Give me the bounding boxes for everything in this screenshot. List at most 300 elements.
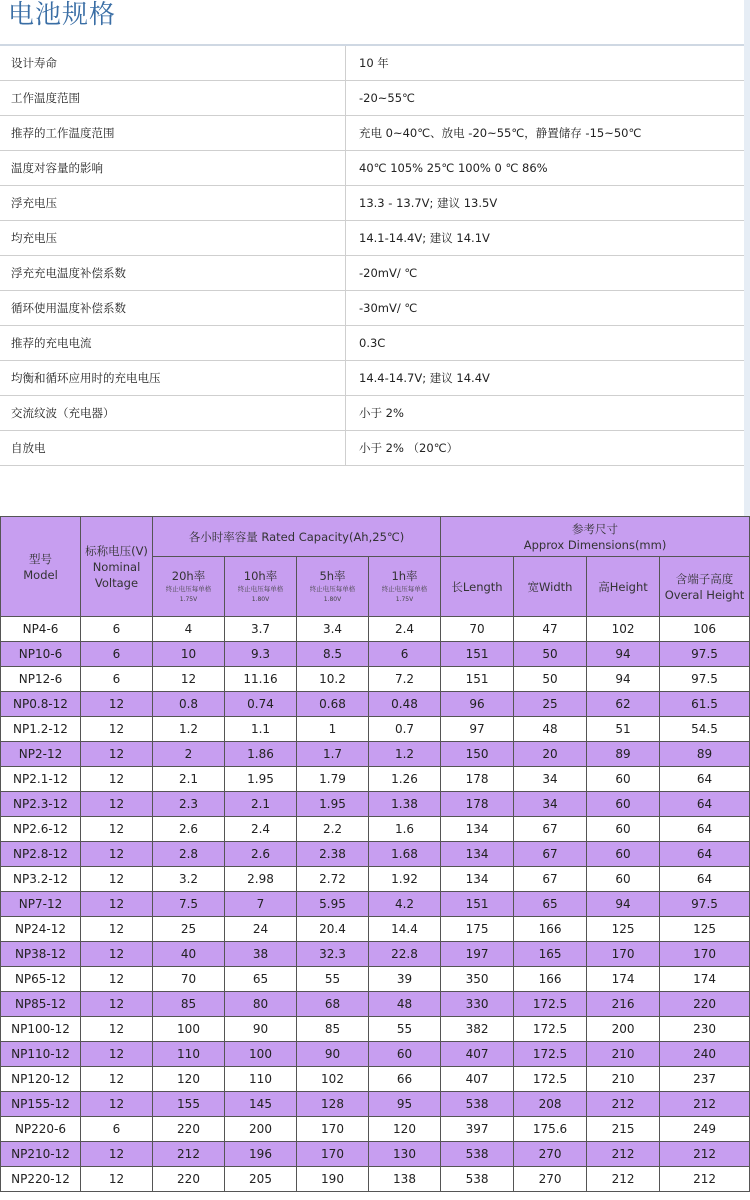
models-table	[0, 516, 750, 1192]
overall-height-cell: 230	[660, 1017, 750, 1042]
voltage-cell: 12	[81, 992, 153, 1017]
model-cell: NP38-12	[1, 942, 81, 967]
cap-1h-cell: 39	[369, 967, 441, 992]
overall-height-cell: 97.5	[660, 892, 750, 917]
overall-height-cell: 125	[660, 917, 750, 942]
cap-10h-cell: 7	[225, 892, 297, 917]
table-row	[1, 967, 750, 992]
cap-5h-cell: 1.95	[297, 792, 369, 817]
model-cell: NP2.8-12	[1, 842, 81, 867]
table-row	[1, 767, 750, 792]
cap-5h-cell: 20.4	[297, 917, 369, 942]
height-cell: 210	[587, 1042, 660, 1067]
table-row	[1, 642, 750, 667]
cap-20h-cell: 40	[153, 942, 225, 967]
cap-20h-cell: 2	[153, 742, 225, 767]
overall-height-cell: 237	[660, 1067, 750, 1092]
specs-table	[0, 46, 744, 466]
width-cell: 48	[514, 717, 587, 742]
voltage-cell: 12	[81, 1092, 153, 1117]
height-cell: 174	[587, 967, 660, 992]
cap-20h-cell: 220	[153, 1117, 225, 1142]
spec-row	[0, 431, 744, 466]
spec-row	[0, 361, 744, 396]
cap-10h-cell: 200	[225, 1117, 297, 1142]
overall-header-en: Overal Height	[664, 587, 745, 602]
height-cell: 94	[587, 667, 660, 692]
cap-20h-cell: 110	[153, 1042, 225, 1067]
width-cell: 50	[514, 667, 587, 692]
cap-5h-cell: 10.2	[297, 667, 369, 692]
spec-value: 13.3 - 13.7V; 建议 13.5V	[346, 186, 745, 221]
model-cell: NP155-12	[1, 1092, 81, 1117]
spec-row	[0, 116, 744, 151]
cap-1h-cell: 6	[369, 642, 441, 667]
spec-label: 交流纹波（充电器）	[0, 396, 346, 431]
table-row	[1, 617, 750, 642]
spec-row	[0, 256, 744, 291]
cap-10h-cell: 196	[225, 1142, 297, 1167]
cap-10h-cell: 1.1	[225, 717, 297, 742]
cap-1h-cell: 66	[369, 1067, 441, 1092]
cap-20h-cell: 12	[153, 667, 225, 692]
cap-5h-cell: 1.79	[297, 767, 369, 792]
model-header-cn: 型号	[29, 551, 52, 566]
length-cell: 97	[441, 717, 514, 742]
spec-label: 工作温度范围	[0, 81, 346, 116]
overall-height-cell: 89	[660, 742, 750, 767]
cap-20h-cell: 2.3	[153, 792, 225, 817]
overall-height-cell: 97.5	[660, 642, 750, 667]
table-row	[1, 792, 750, 817]
width-cell: 25	[514, 692, 587, 717]
rate-20h-note: 终止电压每单格	[165, 585, 212, 593]
model-cell: NP3.2-12	[1, 867, 81, 892]
length-cell: 134	[441, 867, 514, 892]
spec-row	[0, 151, 744, 186]
spec-value: 0.3C	[346, 326, 745, 361]
table-row	[1, 1042, 750, 1067]
cap-10h-cell: 1.86	[225, 742, 297, 767]
spec-row	[0, 291, 744, 326]
models-table-body	[1, 617, 750, 1192]
table-row	[1, 1142, 750, 1167]
spec-value: 小于 2%	[346, 396, 745, 431]
cap-20h-cell: 4	[153, 617, 225, 642]
dims-header-en: Approx Dimensions(mm)	[523, 537, 667, 552]
width-cell: 172.5	[514, 1017, 587, 1042]
height-cell: 216	[587, 992, 660, 1017]
spec-label: 浮充充电温度补偿系数	[0, 256, 346, 291]
length-header: 长Length	[441, 557, 514, 617]
model-cell: NP2.6-12	[1, 817, 81, 842]
cap-1h-cell: 7.2	[369, 667, 441, 692]
overall-height-cell: 64	[660, 767, 750, 792]
cap-20h-cell: 100	[153, 1017, 225, 1042]
height-cell: 62	[587, 692, 660, 717]
height-cell: 125	[587, 917, 660, 942]
model-cell: NP210-12	[1, 1142, 81, 1167]
length-cell: 175	[441, 917, 514, 942]
height-header: 高Height	[587, 557, 660, 617]
width-cell: 67	[514, 817, 587, 842]
table-row	[1, 1067, 750, 1092]
cap-5h-cell: 5.95	[297, 892, 369, 917]
spec-value: -20~55℃	[346, 81, 745, 116]
cap-1h-cell: 1.68	[369, 842, 441, 867]
voltage-cell: 12	[81, 817, 153, 842]
table-row	[1, 892, 750, 917]
length-cell: 150	[441, 742, 514, 767]
length-cell: 407	[441, 1042, 514, 1067]
height-cell: 51	[587, 717, 660, 742]
length-cell: 197	[441, 942, 514, 967]
cap-1h-cell: 95	[369, 1092, 441, 1117]
voltage-header-en2: Voltage	[94, 575, 139, 590]
voltage-header-en1: Nominal	[92, 559, 141, 574]
cap-1h-cell: 120	[369, 1117, 441, 1142]
spec-value: 10 年	[346, 46, 745, 81]
model-cell: NP12-6	[1, 667, 81, 692]
cap-1h-cell: 4.2	[369, 892, 441, 917]
cap-1h-cell: 1.26	[369, 767, 441, 792]
cap-20h-cell: 70	[153, 967, 225, 992]
width-cell: 208	[514, 1092, 587, 1117]
col-model-header	[1, 517, 81, 617]
cap-1h-cell: 60	[369, 1042, 441, 1067]
cap-5h-cell: 190	[297, 1167, 369, 1192]
spec-value: 小于 2% （20℃）	[346, 431, 745, 466]
voltage-cell: 12	[81, 1142, 153, 1167]
height-cell: 94	[587, 642, 660, 667]
voltage-cell: 12	[81, 842, 153, 867]
right-edge-strip	[744, 0, 750, 516]
rate-1h-name: 1h率	[391, 569, 418, 583]
cap-5h-cell: 1	[297, 717, 369, 742]
length-cell: 96	[441, 692, 514, 717]
height-cell: 170	[587, 942, 660, 967]
model-cell: NP110-12	[1, 1042, 81, 1067]
height-cell: 200	[587, 1017, 660, 1042]
overall-height-cell: 212	[660, 1092, 750, 1117]
spec-value: 14.4-14.7V; 建议 14.4V	[346, 361, 745, 396]
height-cell: 60	[587, 867, 660, 892]
spec-value: 40℃ 105% 25℃ 100% 0 ℃ 86%	[346, 151, 745, 186]
voltage-cell: 12	[81, 892, 153, 917]
cap-5h-cell: 2.38	[297, 842, 369, 867]
spec-value: 14.1-14.4V; 建议 14.1V	[346, 221, 745, 256]
overall-height-cell: 64	[660, 792, 750, 817]
height-cell: 60	[587, 767, 660, 792]
cap-10h-cell: 3.7	[225, 617, 297, 642]
cap-10h-cell: 38	[225, 942, 297, 967]
length-cell: 151	[441, 667, 514, 692]
length-cell: 397	[441, 1117, 514, 1142]
model-cell: NP24-12	[1, 917, 81, 942]
overall-header-cn: 含端子高度	[675, 571, 734, 586]
overall-height-cell: 64	[660, 817, 750, 842]
length-cell: 350	[441, 967, 514, 992]
table-row	[1, 1017, 750, 1042]
model-cell: NP7-12	[1, 892, 81, 917]
dims-header-cn: 参考尺寸	[572, 521, 619, 536]
length-cell: 382	[441, 1017, 514, 1042]
voltage-cell: 12	[81, 1167, 153, 1192]
cap-10h-cell: 2.6	[225, 842, 297, 867]
cap-10h-cell: 1.95	[225, 767, 297, 792]
cap-20h-cell: 3.2	[153, 867, 225, 892]
cap-20h-cell: 25	[153, 917, 225, 942]
width-cell: 270	[514, 1142, 587, 1167]
table-row	[1, 867, 750, 892]
length-cell: 538	[441, 1167, 514, 1192]
cap-5h-cell: 102	[297, 1067, 369, 1092]
rate-5h-name: 5h率	[319, 569, 346, 583]
spec-label: 自放电	[0, 431, 346, 466]
model-cell: NP100-12	[1, 1017, 81, 1042]
cap-1h-cell: 1.38	[369, 792, 441, 817]
length-cell: 151	[441, 642, 514, 667]
spec-row	[0, 326, 744, 361]
table-row	[1, 842, 750, 867]
voltage-cell: 12	[81, 942, 153, 967]
voltage-cell: 12	[81, 742, 153, 767]
cap-10h-cell: 100	[225, 1042, 297, 1067]
spec-value: -30mV/ ℃	[346, 291, 745, 326]
table-row	[1, 917, 750, 942]
cap-20h-cell: 85	[153, 992, 225, 1017]
table-row	[1, 1167, 750, 1192]
length-cell: 134	[441, 842, 514, 867]
width-cell: 67	[514, 867, 587, 892]
cap-1h-cell: 1.2	[369, 742, 441, 767]
length-cell: 134	[441, 817, 514, 842]
cap-20h-cell: 10	[153, 642, 225, 667]
rate-5h-voltage: 1.80V	[323, 596, 342, 603]
model-header-en: Model	[23, 567, 58, 582]
height-cell: 89	[587, 742, 660, 767]
width-cell: 165	[514, 942, 587, 967]
overall-height-cell: 64	[660, 842, 750, 867]
rate-10h-name: 10h率	[243, 569, 278, 583]
spec-row	[0, 46, 744, 81]
height-cell: 212	[587, 1167, 660, 1192]
cap-20h-cell: 212	[153, 1142, 225, 1167]
rate-10h-note: 终止电压每单格	[237, 585, 284, 593]
voltage-cell: 6	[81, 642, 153, 667]
overall-height-cell: 54.5	[660, 717, 750, 742]
height-cell: 102	[587, 617, 660, 642]
cap-5h-cell: 170	[297, 1117, 369, 1142]
width-cell: 34	[514, 792, 587, 817]
cap-10h-cell: 90	[225, 1017, 297, 1042]
voltage-cell: 12	[81, 767, 153, 792]
spec-label: 均充电压	[0, 221, 346, 256]
overall-height-cell: 64	[660, 867, 750, 892]
cap-1h-cell: 130	[369, 1142, 441, 1167]
rate-20h-voltage: 1.75V	[179, 596, 198, 603]
overall-height-cell: 220	[660, 992, 750, 1017]
specs-body	[0, 46, 744, 466]
voltage-cell: 6	[81, 617, 153, 642]
cap-20h-cell: 120	[153, 1067, 225, 1092]
voltage-cell: 6	[81, 1117, 153, 1142]
width-header: 宽Width	[514, 557, 587, 617]
overall-height-cell: 61.5	[660, 692, 750, 717]
cap-1h-cell: 0.7	[369, 717, 441, 742]
table-row	[1, 717, 750, 742]
spec-row	[0, 186, 744, 221]
table-row	[1, 817, 750, 842]
height-cell: 60	[587, 792, 660, 817]
width-cell: 175.6	[514, 1117, 587, 1142]
length-cell: 538	[441, 1092, 514, 1117]
spec-label: 推荐的工作温度范围	[0, 116, 346, 151]
width-cell: 50	[514, 642, 587, 667]
cap-10h-cell: 2.1	[225, 792, 297, 817]
overall-height-header	[660, 557, 750, 617]
cap-20h-cell: 1.2	[153, 717, 225, 742]
models-table-head	[1, 517, 750, 617]
rate-20h-header	[153, 557, 225, 617]
cap-10h-cell: 11.16	[225, 667, 297, 692]
width-cell: 47	[514, 617, 587, 642]
rate-10h-voltage: 1.80V	[251, 596, 270, 603]
cap-10h-cell: 0.74	[225, 692, 297, 717]
voltage-cell: 12	[81, 1042, 153, 1067]
overall-height-cell: 170	[660, 942, 750, 967]
cap-1h-cell: 0.48	[369, 692, 441, 717]
cap-1h-cell: 55	[369, 1017, 441, 1042]
cap-5h-cell: 8.5	[297, 642, 369, 667]
cap-20h-cell: 2.1	[153, 767, 225, 792]
cap-1h-cell: 1.92	[369, 867, 441, 892]
cap-1h-cell: 2.4	[369, 617, 441, 642]
overall-height-cell: 240	[660, 1042, 750, 1067]
length-cell: 151	[441, 892, 514, 917]
rate-5h-note: 终止电压每单格	[309, 585, 356, 593]
dims-group-header	[441, 517, 750, 557]
cap-5h-cell: 2.2	[297, 817, 369, 842]
table-row	[1, 742, 750, 767]
model-cell: NP2.1-12	[1, 767, 81, 792]
model-cell: NP65-12	[1, 967, 81, 992]
cap-20h-cell: 2.6	[153, 817, 225, 842]
height-cell: 94	[587, 892, 660, 917]
voltage-cell: 12	[81, 917, 153, 942]
cap-1h-cell: 22.8	[369, 942, 441, 967]
cap-20h-cell: 7.5	[153, 892, 225, 917]
cap-20h-cell: 0.8	[153, 692, 225, 717]
spec-label: 温度对容量的影响	[0, 151, 346, 186]
cap-5h-cell: 170	[297, 1142, 369, 1167]
height-cell: 210	[587, 1067, 660, 1092]
overall-height-cell: 212	[660, 1167, 750, 1192]
col-voltage-header	[81, 517, 153, 617]
voltage-cell: 12	[81, 867, 153, 892]
model-cell: NP10-6	[1, 642, 81, 667]
length-cell: 407	[441, 1067, 514, 1092]
width-cell: 65	[514, 892, 587, 917]
table-row	[1, 1092, 750, 1117]
cap-10h-cell: 9.3	[225, 642, 297, 667]
spec-label: 浮充电压	[0, 186, 346, 221]
voltage-cell: 12	[81, 792, 153, 817]
length-cell: 178	[441, 767, 514, 792]
rate-5h-header	[297, 557, 369, 617]
cap-1h-cell: 1.6	[369, 817, 441, 842]
model-cell: NP1.2-12	[1, 717, 81, 742]
cap-5h-cell: 2.72	[297, 867, 369, 892]
height-cell: 212	[587, 1142, 660, 1167]
spec-label: 推荐的充电电流	[0, 326, 346, 361]
voltage-cell: 12	[81, 1067, 153, 1092]
model-cell: NP2.3-12	[1, 792, 81, 817]
overall-height-cell: 97.5	[660, 667, 750, 692]
spec-label: 均衡和循环应用时的充电电压	[0, 361, 346, 396]
rate-10h-header	[225, 557, 297, 617]
cap-5h-cell: 1.7	[297, 742, 369, 767]
voltage-cell: 12	[81, 692, 153, 717]
table-row	[1, 1117, 750, 1142]
width-cell: 172.5	[514, 1042, 587, 1067]
capacity-group-header: 各小时率容量 Rated Capacity(Ah,25℃)	[153, 517, 441, 557]
model-cell: NP85-12	[1, 992, 81, 1017]
voltage-cell: 12	[81, 967, 153, 992]
rate-20h-name: 20h率	[171, 569, 206, 583]
cap-5h-cell: 68	[297, 992, 369, 1017]
cap-5h-cell: 128	[297, 1092, 369, 1117]
model-cell: NP2-12	[1, 742, 81, 767]
spec-value: -20mV/ ℃	[346, 256, 745, 291]
length-cell: 330	[441, 992, 514, 1017]
cap-20h-cell: 220	[153, 1167, 225, 1192]
height-cell: 60	[587, 817, 660, 842]
length-cell: 178	[441, 792, 514, 817]
width-cell: 166	[514, 917, 587, 942]
voltage-header-cn: 标称电压(V)	[85, 543, 148, 558]
rate-1h-voltage: 1.75V	[395, 596, 414, 603]
voltage-cell: 6	[81, 667, 153, 692]
cap-1h-cell: 48	[369, 992, 441, 1017]
width-cell: 67	[514, 842, 587, 867]
model-cell: NP4-6	[1, 617, 81, 642]
length-cell: 70	[441, 617, 514, 642]
spec-row	[0, 221, 744, 256]
spec-label: 循环使用温度补偿系数	[0, 291, 346, 326]
cap-10h-cell: 2.98	[225, 867, 297, 892]
cap-5h-cell: 90	[297, 1042, 369, 1067]
model-cell: NP120-12	[1, 1067, 81, 1092]
spec-label: 设计寿命	[0, 46, 346, 81]
cap-1h-cell: 14.4	[369, 917, 441, 942]
page-title: 电池规格	[8, 0, 117, 30]
width-cell: 166	[514, 967, 587, 992]
rate-1h-note: 终止电压每单格	[381, 585, 428, 593]
table-row	[1, 667, 750, 692]
spec-row	[0, 81, 744, 116]
model-cell: NP220-6	[1, 1117, 81, 1142]
length-cell: 538	[441, 1142, 514, 1167]
width-cell: 172.5	[514, 992, 587, 1017]
table-row	[1, 992, 750, 1017]
height-cell: 212	[587, 1092, 660, 1117]
voltage-cell: 12	[81, 717, 153, 742]
overall-height-cell: 212	[660, 1142, 750, 1167]
rate-1h-header	[369, 557, 441, 617]
table-row	[1, 942, 750, 967]
cap-5h-cell: 55	[297, 967, 369, 992]
